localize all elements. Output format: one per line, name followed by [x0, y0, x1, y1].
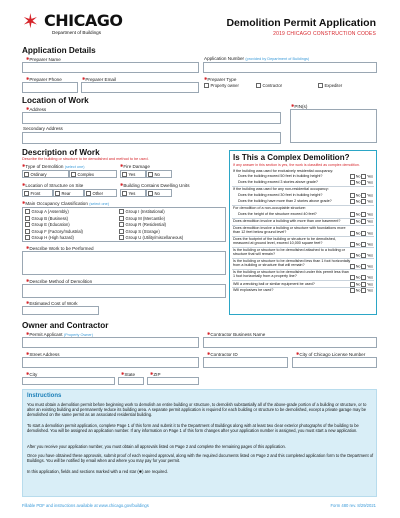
preparer-type-label: ✱ Preparer Type: [204, 76, 236, 82]
dwelling-no-option[interactable]: No: [146, 189, 172, 197]
city-field[interactable]: [22, 377, 115, 385]
contractor-business-field[interactable]: [203, 337, 377, 348]
complex-q10-options[interactable]: No Yes: [350, 282, 373, 287]
complex-q1-heading: If the building was used for exclusively residential occupancy:: [233, 169, 334, 173]
city-label: ✱ City: [26, 371, 37, 377]
zip-field[interactable]: [147, 377, 199, 385]
occupancy-group-m[interactable]: Group M (Mercantile): [119, 216, 165, 221]
occupancy-options: [22, 207, 226, 242]
license-number-label: ✱ City of Chicago License Number: [296, 351, 365, 357]
complex-q1a-options[interactable]: No Yes: [350, 174, 373, 179]
preparer-email-field[interactable]: [81, 82, 199, 93]
application-details-heading: Application Details: [22, 46, 96, 55]
instructions-paragraph-1: You must obtain a demolition permit before beginning work to demolish an entire building or structure, to demolish substantially all of the above-grade portion of a building or structure, or to alter an existing building and permanently reduce its building area. A separate permit application is required for each building or structure to be demolished, except a private garage may be demolished on the same permit as an associated residential building.: [27, 402, 367, 417]
fire-yes-option[interactable]: Yes: [120, 170, 146, 178]
type-of-demolition-label: ✱ Type of Demolition (select one): [22, 163, 85, 169]
occupancy-group-b[interactable]: Group B (Business): [25, 216, 68, 221]
complex-q5-options[interactable]: No Yes: [350, 231, 373, 236]
complex-q8: Is the building or structure to be demolished less than 1 foot horizontally from a building or structure that will remain?: [233, 259, 351, 268]
occupancy-group-a[interactable]: Group A (Assembly): [25, 209, 69, 214]
complex-q2a: Does the building exceed 30 feet in building height?: [238, 193, 323, 197]
describe-method-field[interactable]: [22, 284, 226, 298]
location-on-site-label: ✱ Location of Structure on Site: [22, 182, 83, 188]
complex-q11: Will explosives be used?: [233, 288, 274, 292]
dwelling-units-label: ✱ Building Contains Dwelling Units: [120, 182, 190, 188]
preparer-phone-label: ✱ Preparer Phone: [26, 76, 62, 82]
contractor-id-field[interactable]: [203, 357, 288, 368]
complex-note: If any answer in this section is yes, the work is classified as complex demolition.: [233, 163, 360, 167]
complex-q10: Will a wrecking ball or similar equipment be used?: [233, 282, 315, 286]
street-address-field[interactable]: [22, 357, 199, 368]
application-number-label: Application Number (provided by Department of Buildings): [204, 56, 310, 61]
secondary-address-field[interactable]: [22, 132, 281, 144]
instructions-paragraph-2: To start a demolition permit application, complete Page 1 of this form and submit it to the Department of Buildings along with at least two clear exterior photographs of the building to be demolished. You will be assigned an application number. If any information on Page 1 of this form changes after your application number is assigned, you must start a new application.: [27, 423, 359, 433]
preparer-name-label: ✱ Preparer Name: [26, 56, 61, 62]
complex-q6-options[interactable]: No Yes: [350, 242, 373, 247]
logo-department: Department of Buildings: [52, 30, 102, 35]
page-title: Demolition Permit Application: [226, 17, 376, 29]
instructions-panel: [22, 389, 377, 497]
address-field[interactable]: [22, 112, 281, 124]
complex-q3-heading: For demolition of a non-occupiable structure:: [233, 206, 306, 210]
preparer-name-field[interactable]: [22, 62, 199, 73]
description-heading: Description of Work: [22, 148, 100, 157]
dwelling-yes-option[interactable]: Yes: [120, 189, 146, 197]
occupancy-group-e[interactable]: Group E (Education): [25, 222, 70, 227]
complex-q7: Is the building or structure to be demolished attached to a building or structure that will remain?: [233, 248, 345, 257]
owner-heading: Owner and Contractor: [22, 321, 109, 330]
preparer-phone-field[interactable]: [22, 82, 78, 93]
occupancy-group-r[interactable]: Group R (Residential): [119, 222, 166, 227]
preparer-email-label: ✱ Preparer Email: [82, 76, 116, 82]
pins-label: ✱ PIN(s): [291, 103, 307, 109]
complex-q11-options[interactable]: No Yes: [350, 288, 373, 293]
instructions-heading: Instructions: [27, 393, 62, 399]
type-complex-option[interactable]: Complex: [69, 170, 117, 178]
describe-method-label: ✱ Describe Method of Demolition: [26, 278, 92, 284]
complex-q4: Does demolition involve a building with more than one basement?: [233, 219, 341, 223]
complex-q8-options[interactable]: No Yes: [350, 264, 373, 269]
permit-applicant-label: ✱ Permit Applicant (Property Owner): [26, 331, 93, 337]
complex-q4-options[interactable]: No Yes: [350, 219, 373, 224]
preparer-type-owner[interactable]: Property owner: [204, 83, 239, 88]
street-address-label: ✱ Street Address: [26, 351, 60, 357]
describe-work-label: ✱ Describe Work to be Performed: [26, 245, 94, 251]
complex-q1b: Does the building exceed 3 stories above grade?: [238, 180, 318, 184]
complex-q1a: Does the building exceed 50 feet in building height?: [238, 174, 323, 178]
complex-q2-heading: If the building was used for any non-residential occupancy:: [233, 187, 329, 191]
state-label: ✱ State: [121, 371, 135, 377]
preparer-type-contractor[interactable]: Contractor: [256, 83, 282, 88]
state-field[interactable]: [118, 377, 144, 385]
instructions-paragraph-5: In this application, fields and sections marked with a red star (✱) are required.: [27, 469, 168, 474]
application-number-field[interactable]: [203, 62, 377, 73]
complex-demolition-panel: [229, 150, 377, 315]
type-ordinary-option[interactable]: Ordinary: [22, 170, 69, 178]
fire-damage-label: ✱ Fire Damage: [120, 163, 150, 169]
occupancy-group-i[interactable]: Group I (Institutional): [119, 209, 165, 214]
instructions-paragraph-3: After you receive your application number, you must obtain all approvals listed on Page 2 and complete the remaining pages of this application.: [27, 444, 286, 449]
complex-q9-options[interactable]: No Yes: [350, 275, 373, 280]
complex-q1b-options[interactable]: No Yes: [350, 180, 373, 185]
footer-form-number: Form 480 rev. 8/29/2021: [330, 503, 376, 508]
logo-wordmark: CHICAGO: [44, 11, 123, 30]
complex-q3a-options[interactable]: No Yes: [350, 212, 373, 217]
complex-q2a-options[interactable]: No Yes: [350, 193, 373, 198]
complex-q2b-options[interactable]: No Yes: [350, 199, 373, 204]
occupancy-label: ✱ Main Occupancy Classification (select one): [22, 200, 109, 206]
complex-q2b: Does the building have more than 2 stories above grade?: [238, 199, 332, 203]
occupancy-group-f[interactable]: Group F (Factory/Industrial): [25, 229, 83, 234]
complex-title: Is This a Complex Demolition?: [233, 153, 350, 162]
footer-link[interactable]: Fillable PDF and instructions available at www.chicago.gov/buildings: [22, 503, 149, 508]
estimated-cost-label: ✱ Estimated Cost of Work: [26, 300, 78, 306]
instructions-paragraph-4: Once you have obtained these approvals, submit proof of each required approval, along with the required documents listed on Page 2 and this completed application form to the Department of Buildings. You will be notified by email when and where you may pay for your permit.: [27, 453, 374, 463]
location-other-option[interactable]: Other: [84, 189, 117, 197]
location-rear-option[interactable]: Rear: [53, 189, 84, 197]
description-note: Describe the building or structure to be demolished and method to be used.: [22, 157, 149, 161]
fire-no-option[interactable]: No: [146, 170, 172, 178]
contractor-business-label: ✱ Contractor Business Name: [207, 331, 265, 337]
describe-work-field[interactable]: [22, 251, 226, 275]
complex-q9: Is the building or structure to be demolished under this permit less than 1 foot horizontally from a property line?: [233, 270, 349, 279]
pins-field[interactable]: [290, 109, 377, 143]
permit-applicant-field[interactable]: [22, 337, 199, 348]
location-heading: Location of Work: [22, 96, 89, 105]
license-number-field[interactable]: [292, 357, 377, 368]
estimated-cost-field[interactable]: [22, 306, 99, 315]
complex-q5: Does demolition involve a building or structure with foundations more than 12 feet below ground level?: [233, 226, 346, 235]
chicago-star-logo-icon: ✶: [22, 11, 39, 33]
occupancy-group-h[interactable]: Group H (High hazard): [25, 235, 74, 240]
secondary-address-label: Secondary Address: [23, 126, 63, 131]
address-label: ✱ Address: [26, 106, 46, 112]
location-front-option[interactable]: Front: [22, 189, 53, 197]
occupancy-group-s[interactable]: Group S (Storage): [119, 229, 160, 234]
contractor-id-label: ✱ Contractor ID: [207, 351, 238, 357]
zip-label: ✱ ZIP: [150, 371, 161, 377]
complex-q7-options[interactable]: No Yes: [350, 253, 373, 258]
occupancy-group-u[interactable]: Group U (Utility/miscellaneous): [119, 235, 183, 240]
preparer-type-expediter[interactable]: Expediter: [318, 83, 342, 88]
complex-q3a: Does the height of the structure exceed 40 feet?: [238, 212, 317, 216]
page-subtitle: 2019 CHICAGO CONSTRUCTION CODES: [273, 31, 376, 37]
complex-q6: Does the footprint of the building or structure to be demolished, measured at ground level, exceed 10,000 square feet?: [233, 237, 336, 246]
